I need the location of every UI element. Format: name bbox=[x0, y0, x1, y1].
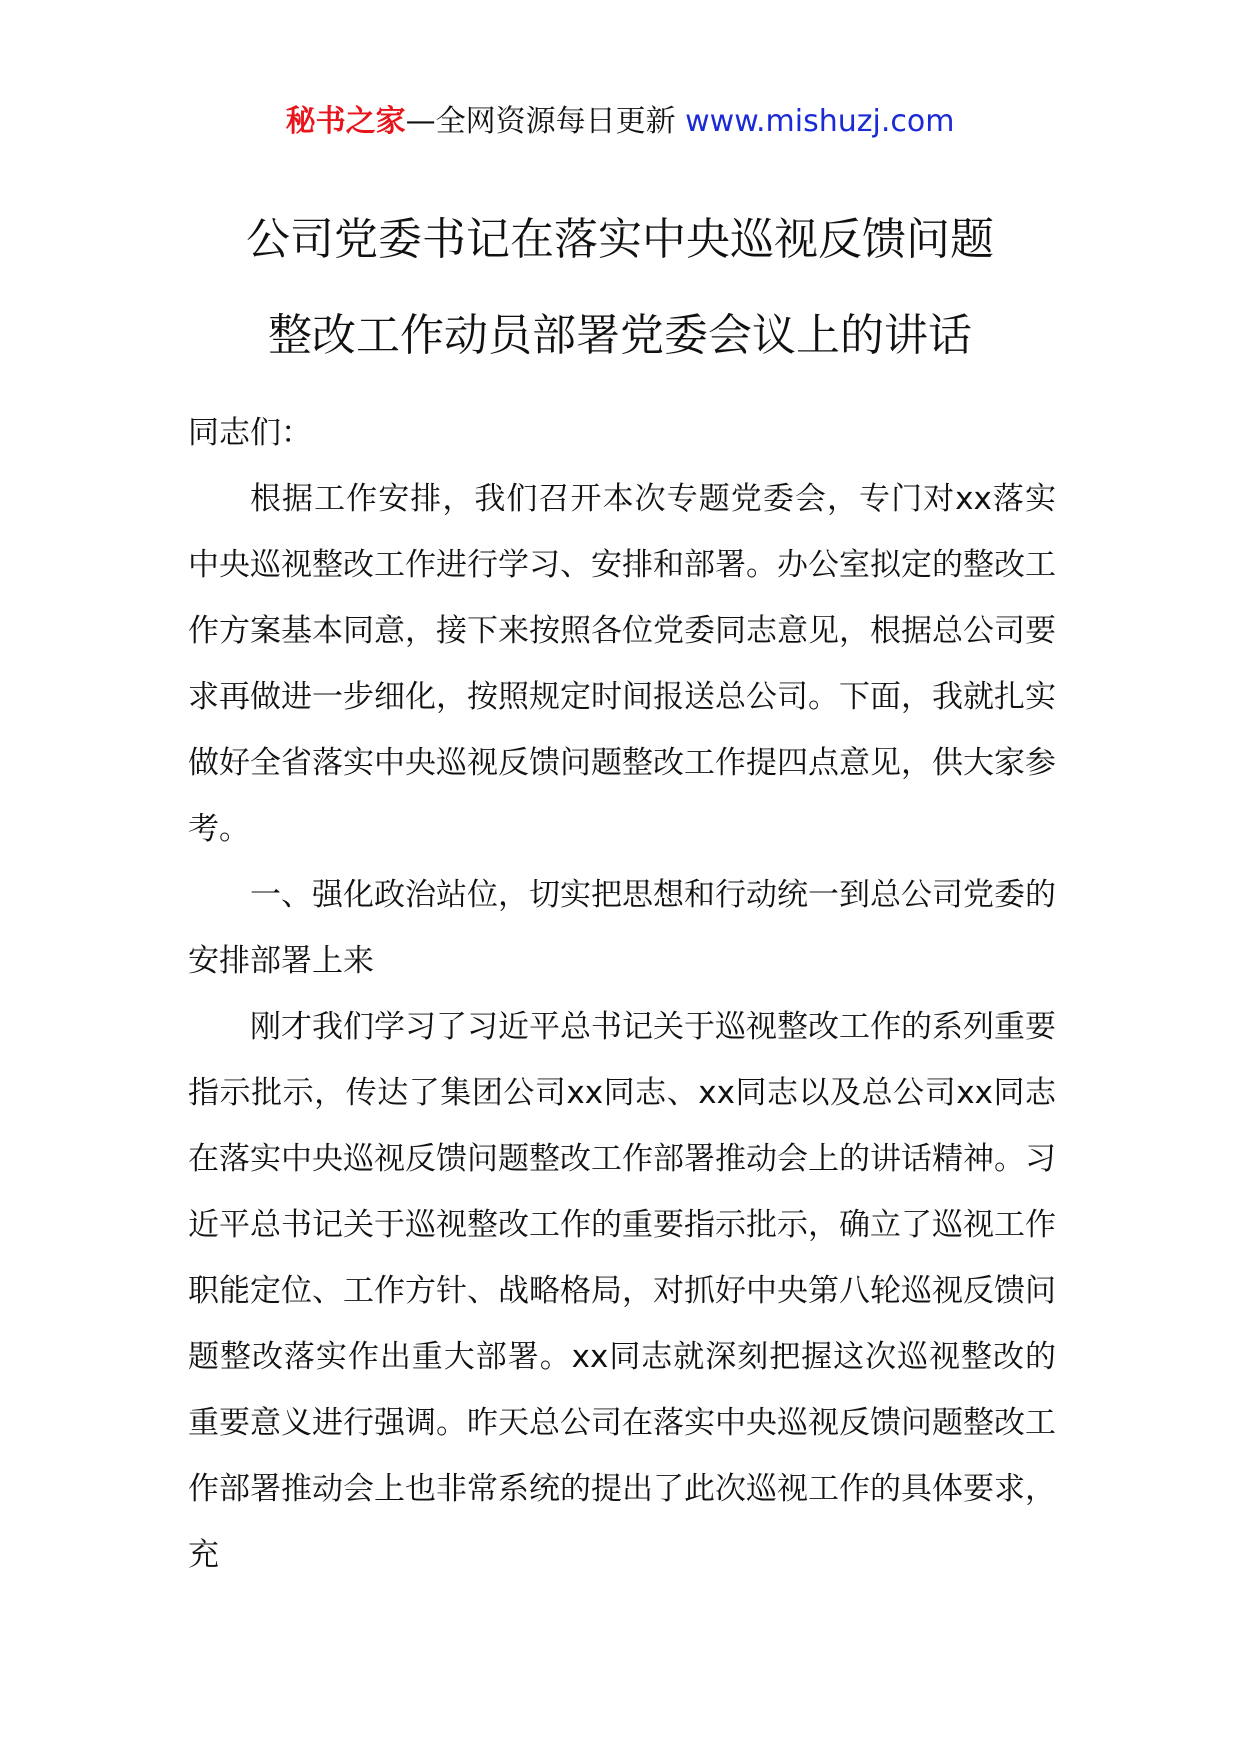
site-header-banner bbox=[0, 100, 1240, 144]
site-url-link[interactable]: www.mishuzj.com bbox=[685, 104, 955, 139]
section-heading-1: 一、强化政治站位，切实把思想和行动统一到总公司党委的安排部署上来 bbox=[188, 877, 1056, 979]
document-body bbox=[188, 400, 1056, 1588]
salutation: 同志们： bbox=[188, 415, 312, 451]
body-paragraph-section-1: 刚才我们学习了习近平总书记关于巡视整改工作的系列重要指示批示，传达了集团公司xx同志、xx同志以及总公司xx同志在落实中央巡视反馈问题整改工作部署推动会上的讲话精神。习近平总书记关于巡视整改工作的重要指示批示，确立了巡视工作职能定位、工作方针、战略格局，对抓好中央第八轮巡视反馈问题整改落实作出重大部署。xx同志就深刻把握这次巡视整改的重要意义进行强调。昨天总公司在落实中央巡视反馈问题整改工作部署推动会上也非常系统的提出了此次巡视工作的具体要求，充 bbox=[188, 1009, 1056, 1573]
document-title bbox=[0, 192, 1240, 384]
document-title-line-2: 整改工作动员部署党委会议上的讲话 bbox=[268, 310, 972, 361]
body-paragraph-intro: 根据工作安排，我们召开本次专题党委会，专门对xx落实中央巡视整改工作进行学习、安排和部署。办公室拟定的整改工作方案基本同意，接下来按照各位党委同志意见，根据总公司要求再做进一步细化，按照规定时间报送总公司。下面，我就扎实做好全省落实中央巡视反馈问题整改工作提四点意见，供大家参考。 bbox=[188, 481, 1056, 847]
site-slogan: —全网资源每日更新 bbox=[405, 104, 686, 139]
site-brand-name: 秘书之家 bbox=[285, 104, 406, 139]
document-title-line-1: 公司党委书记在落实中央巡视反馈问题 bbox=[246, 214, 994, 265]
